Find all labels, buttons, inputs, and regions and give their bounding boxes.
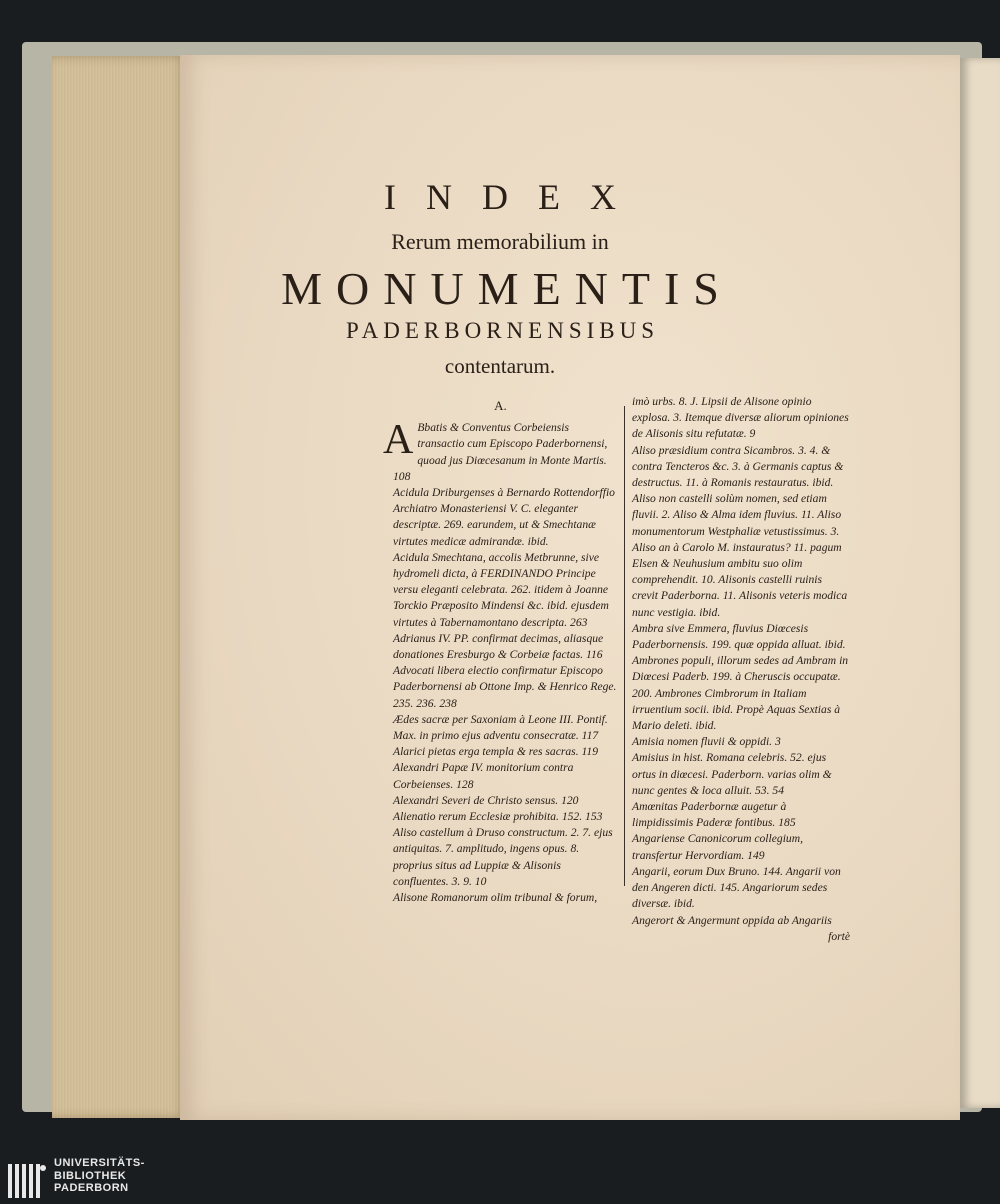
index-entry: Advocati libera electio confirmatur Episcopo Paderbornensi ab Ottone Imp. & Henrico Rege. 235. 236. 238 — [393, 664, 617, 710]
index-entry: Aliso præsidium contra Sicambros. 3. 4. & contra Tencteros &c. 3. à Germanis captus & destructus. 11. à Romanis restauratus. ibid. — [632, 443, 844, 490]
index-entry: A Bbatis & Conventus Corbeiensis transactio cum Episcopo Paderbornensi, quoad jus Diœcesanum in Monte Martis. 108 — [383, 417, 608, 483]
index-entry: Alisone Romanorum olim tribunal & forum, — [393, 891, 598, 905]
letter-heading: A. — [494, 398, 507, 413]
index-entry: Alienatio rerum Ecclesiæ prohibita. 152. 153 — [393, 810, 603, 824]
index-entry: Amisius in hist. Romana celebris. 52. ejus ortus in diœcesi. Paderborn. varias olim & nunc gentes & loca alluit. 53. 54 — [632, 751, 832, 797]
library-logo-icon — [8, 1158, 48, 1198]
library-footer — [0, 1150, 1000, 1204]
index-entry: Alarici pietas erga templa & res sacras. 119 — [393, 745, 599, 759]
index-entry: Ambra sive Emmera, fluvius Diœcesis Paderbornensis. 199. quæ oppida alluat. ibid. — [632, 621, 846, 652]
index-entry: Acidula Smechtana, accolis Metbrunne, sive hydromeli dicta, à FERDINANDO Principe versu eleganti celebrata. 262. itidem à Joanne Torckio Præposito Mindensi &c. ibid. ejusdem virtutes à Tabernamontano descripta. 263 — [393, 550, 609, 629]
catchword: fortè — [828, 929, 850, 943]
drop-cap: A — [383, 417, 414, 464]
index-entry: Acidula Driburgenses à Bernardo Rottendorffio Archiatro Monasteriensi V. C. eleganter descriptæ. 269. earundem, ut & Smechtanæ virtutes medicæ admirandæ. ibid. — [393, 486, 615, 548]
index-entry: Angerort & Angermunt oppida ab Angariis — [632, 913, 832, 927]
title-paderbornensibus: PADERBORNENSIBUS — [345, 318, 660, 343]
library-name: UNIVERSITÄTS- BIBLIOTHEK PADERBORN — [54, 1157, 145, 1194]
index-entry: Amœnitas Paderbornæ augetur à limpidissimis Paderæ fontibus. 185 — [632, 800, 796, 830]
index-entry: Ambrones populi, illorum sedes ad Ambram in Diœcesi Paderb. 199. à Cheruscis occupatæ. 200. Ambrones Cimbrorum in Italiam irruentium socii. ibid. Propè Aquas Sextias à Mario deleti. ibid. — [632, 654, 849, 733]
title-contentarum: contentarum. — [444, 354, 556, 378]
index-entry: Adrianus IV. PP. confirmat decimas, aliasque donationes Eresburgo & Corbeiæ factas. 116 — [393, 631, 604, 662]
index-entry: Amisia nomen fluvii & oppidi. 3 — [632, 735, 781, 749]
index-entry: Aliso non castelli solùm nomen, sed etiam fluvii. 2. Aliso & Alma idem fluvius. 11. Aliso monumentorum Westphaliæ vetustissimus. 3. Aliso an à Carolo M. instauratus? 11. pagum Elsen & Neuhusium ambitu suo olim comprehendit. 10. Alisonis castelli ruinis crevit Paderborna. 11. Alisonis veteris modica nunc vestigia. ibid. — [632, 492, 848, 619]
index-entry: Alexandri Papæ IV. monitorium contra Corbeienses. 128 — [393, 761, 574, 791]
index-entry: imò urbs. 8. J. Lipsii de Alisone opinio explosa. 3. Itemque diversæ aliorum opiniones de Alisonis situ refutatæ. 9 — [632, 395, 849, 441]
index-column-left — [383, 394, 618, 906]
index-entry: Angarii, eorum Dux Bruno. 144. Angarii von den Angeren dicti. 145. Angariorum sedes diversæ. ibid. — [632, 864, 841, 911]
index-entry: Aliso castellum à Druso constructum. 2. 7. ejus antiquitas. 7. amplitudo, ingens opus. 8. proprius situs ad Luppiæ & Alisonis confluentes. 3. 9. 10 — [393, 826, 613, 888]
title-index: INDEX — [384, 177, 646, 217]
title-monumentis: MONUMENTIS — [281, 263, 733, 314]
index-column-right — [622, 394, 850, 945]
index-entry: Angariense Canonicorum collegium, transfertur Hervordiam. 149 — [632, 832, 803, 862]
index-entry: Ædes sacræ per Saxoniam à Leone III. Pontif. Max. in primo ejus adventu consecratæ. 117 — [393, 712, 608, 743]
index-entry: Alexandri Severi de Christo sensus. 120 — [393, 793, 579, 807]
title-rerum: Rerum memorabilium in — [391, 229, 609, 254]
